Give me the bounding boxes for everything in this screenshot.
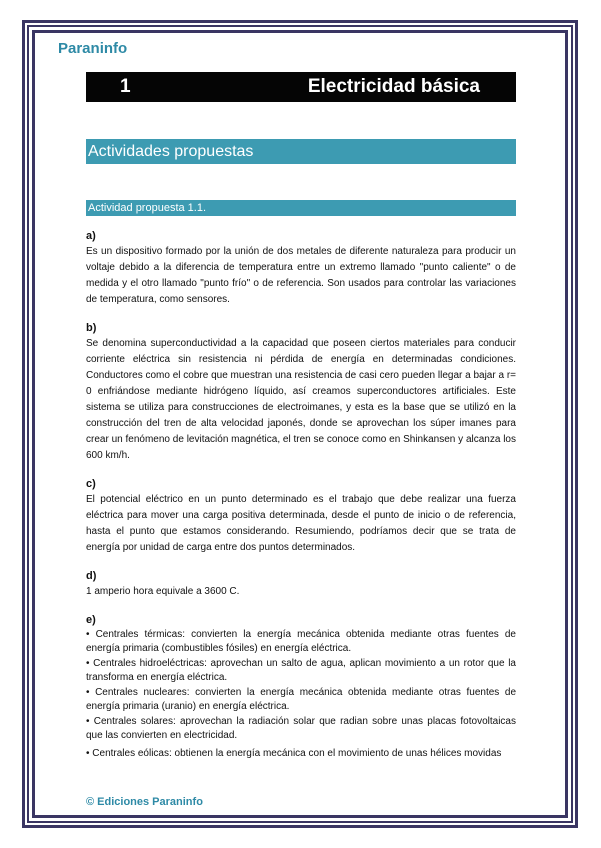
- section-title: Actividades propuestas: [86, 139, 516, 164]
- answer-e-item: • Centrales eólicas: obtienen la energía mecánica con el movimiento de unas hélices movidas: [86, 748, 502, 759]
- footer-copyright: © Ediciones Paraninfo: [86, 796, 203, 808]
- answers-content: [86, 228, 516, 762]
- chapter-number: 1: [120, 76, 131, 97]
- answer-d-label: d): [86, 570, 97, 582]
- answer-e-item: • Centrales solares: aprovechan la radiación solar que radian sobre unas placas fotovoltaicas que las convierten en electricidad.: [86, 716, 516, 741]
- answer-e-item: • Centrales nucleares: convierten la energía mecánica obtenida mediante otras fuentes de energía primaria (uranio) en energía eléctrica.: [86, 687, 516, 712]
- answer-a-label: a): [86, 230, 96, 242]
- answer-b-label: b): [86, 322, 97, 334]
- answer-c-text: El potencial eléctrico en un punto determinado es el trabajo que debe realizar una fuerza eléctrica para mover una carga positiva determinada, desde el punto de inicio o de referencia, hasta el punto que estamos considerando. Resumiendo, podríamos decir que se trata de energía por unidad de carga entre dos puntos determinados.: [86, 494, 516, 553]
- answer-d-text: 1 amperio hora equivale a 3600 C.: [86, 586, 240, 597]
- answer-e-label: e): [86, 614, 96, 626]
- answer-e-item: • Centrales térmicas: convierten la energía mecánica obtenida mediante otras fuentes de energía primaria (combustibles fósiles) en energía eléctrica.: [86, 629, 516, 654]
- answer-b-text: Se denomina superconductividad a la capacidad que poseen ciertos materiales para conducir corriente eléctrica sin resistencia ni pérdida de energía en determinadas condiciones. Conductores como el cobre que muestran una resistencia de casi cero pueden llegar a bajar a r= 0 enfriándose mediante hidrógeno líquido, así creamos superconductores artificiales. Este sistema se utiliza para construcciones de electroimanes, y esta es la base que se utilizó en la construcción del tren de alta velocidad japonés, donde se aprovechan los súper imanes para crear un fenómeno de levitación magnética, el tren se conoce como en Shinkansen y alcanza los 600 km/h.: [86, 338, 516, 461]
- answer-c-label: c): [86, 478, 96, 490]
- activity-title: Actividad propuesta 1.1.: [86, 200, 516, 216]
- chapter-title: Electricidad básica: [307, 76, 480, 97]
- brand-logo: Paraninfo: [58, 40, 128, 57]
- answer-a-text: Es un dispositivo formado por la unión de dos metales de diferente naturaleza para producir un voltaje debido a la diferencia de temperatura entre un extremo llamado "punto caliente" o de medida y el otro llamado "punto frío" o de referencia. Son usados para controlar las variaciones de temperatura, como sensores.: [86, 246, 516, 305]
- answer-e-item: • Centrales hidroeléctricas: aprovechan un salto de agua, aplican movimiento a un rotor que la transforma en energía eléctrica.: [86, 658, 516, 683]
- chapter-header: [86, 72, 516, 102]
